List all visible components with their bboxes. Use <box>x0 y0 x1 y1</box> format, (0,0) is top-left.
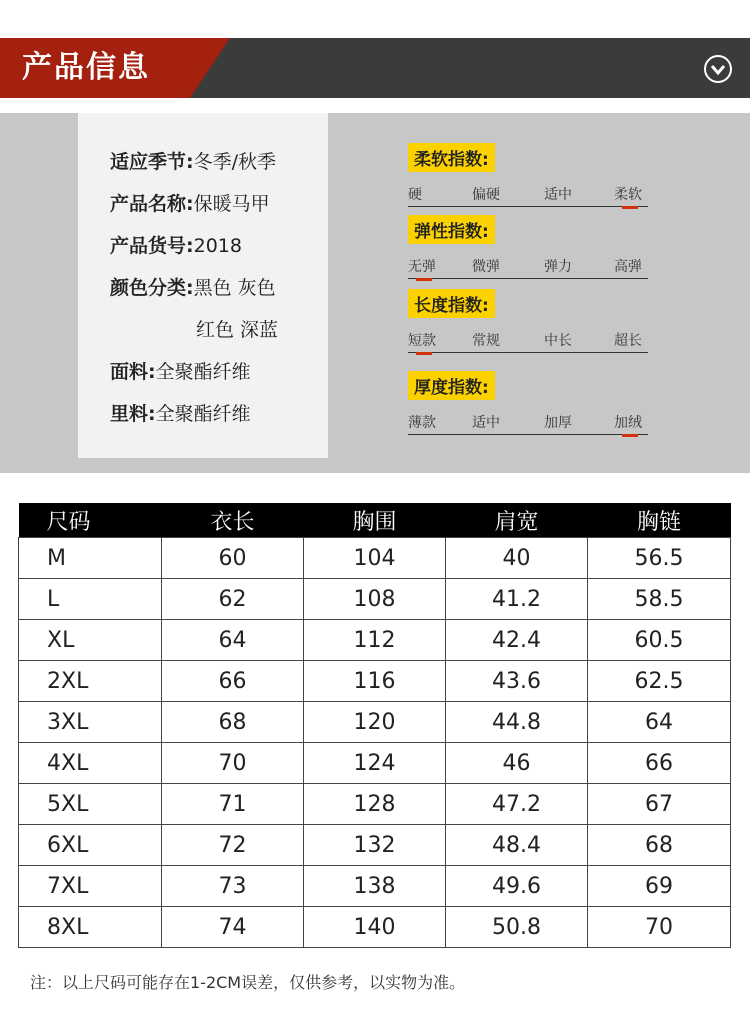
table-cell: 104 <box>304 538 446 579</box>
table-cell: 108 <box>304 579 446 620</box>
index-option: 超长 <box>614 333 642 349</box>
table-cell: 71 <box>162 784 304 825</box>
table-cell: 8XL <box>19 907 162 948</box>
table-cell: 2XL <box>19 661 162 702</box>
table-cell: 41.2 <box>446 579 588 620</box>
info-row <box>196 315 278 342</box>
index-option: 适中 <box>472 415 500 431</box>
table-cell: 64 <box>588 702 731 743</box>
index-scale <box>408 330 648 353</box>
index-option: 中长 <box>544 333 572 349</box>
table-cell: 116 <box>304 661 446 702</box>
index-selected-marker <box>622 434 638 437</box>
table-cell: 132 <box>304 825 446 866</box>
info-key: 产品货号: <box>110 235 194 257</box>
table-cell: 56.5 <box>588 538 731 579</box>
index-option: 短款 <box>408 333 436 349</box>
table-cell: 68 <box>162 702 304 743</box>
table-cell: 40 <box>446 538 588 579</box>
table-cell: 7XL <box>19 866 162 907</box>
table-cell: 66 <box>162 661 304 702</box>
index-label: 弹性指数: <box>408 215 495 244</box>
index-label: 长度指数: <box>408 289 495 318</box>
table-header-cell: 胸围 <box>304 503 446 538</box>
index-label: 柔软指数: <box>408 143 495 172</box>
size-note: 注：以上尺码可能存在1-2CM误差，仅供参考，以实物为准。 <box>30 973 466 992</box>
table-cell: 6XL <box>19 825 162 866</box>
info-key: 面料: <box>110 361 156 383</box>
table-cell: 66 <box>588 743 731 784</box>
index-scale <box>408 256 648 279</box>
table-row <box>19 620 731 661</box>
info-key: 里料: <box>110 403 156 425</box>
index-option: 弹力 <box>544 259 572 275</box>
table-row <box>19 743 731 784</box>
info-value: 红色 深蓝 <box>196 319 279 341</box>
index-scale <box>408 412 648 435</box>
table-header-cell: 尺码 <box>19 503 162 538</box>
table-row <box>19 661 731 702</box>
section-title: 产品信息 <box>22 50 150 85</box>
info-value: 全聚酯纤维 <box>155 403 251 425</box>
index-option: 无弹 <box>408 259 436 275</box>
info-row <box>110 231 242 258</box>
table-row <box>19 579 731 620</box>
table-cell: 50.8 <box>446 907 588 948</box>
index-option: 高弹 <box>614 259 642 275</box>
info-value: 全聚酯纤维 <box>155 361 251 383</box>
table-cell: 124 <box>304 743 446 784</box>
table-cell: 67 <box>588 784 731 825</box>
table-header-cell: 肩宽 <box>446 503 588 538</box>
table-cell: 128 <box>304 784 446 825</box>
table-header-cell: 衣长 <box>162 503 304 538</box>
table-cell: 46 <box>446 743 588 784</box>
table-cell: 48.4 <box>446 825 588 866</box>
info-value: 2018 <box>193 235 242 257</box>
table-row <box>19 866 731 907</box>
table-cell: M <box>19 538 162 579</box>
index-option: 微弹 <box>472 259 500 275</box>
table-cell: 72 <box>162 825 304 866</box>
table-cell: 74 <box>162 907 304 948</box>
info-row <box>110 147 276 174</box>
index-group <box>408 143 648 207</box>
table-row <box>19 825 731 866</box>
info-row <box>110 189 270 216</box>
table-cell: 43.6 <box>446 661 588 702</box>
table-cell: 44.8 <box>446 702 588 743</box>
index-option: 偏硬 <box>472 187 500 203</box>
table-cell: 4XL <box>19 743 162 784</box>
index-option: 常规 <box>472 333 500 349</box>
chevron-down-icon[interactable] <box>704 55 732 83</box>
section-header <box>0 38 750 98</box>
index-group <box>408 371 648 435</box>
table-cell: 138 <box>304 866 446 907</box>
table-cell: XL <box>19 620 162 661</box>
table-cell: 49.6 <box>446 866 588 907</box>
table-cell: 112 <box>304 620 446 661</box>
index-option: 适中 <box>544 187 572 203</box>
index-group <box>408 215 648 279</box>
info-row <box>110 273 276 300</box>
table-cell: 42.4 <box>446 620 588 661</box>
table-cell: 62.5 <box>588 661 731 702</box>
size-table <box>18 503 731 948</box>
product-info-panel <box>0 113 750 473</box>
table-cell: 120 <box>304 702 446 743</box>
info-key: 适应季节: <box>110 151 194 173</box>
table-cell: 58.5 <box>588 579 731 620</box>
info-row <box>110 357 251 384</box>
index-selected-marker <box>416 352 432 355</box>
index-scale <box>408 184 648 207</box>
index-option: 薄款 <box>408 415 436 431</box>
table-row <box>19 702 731 743</box>
index-option: 柔软 <box>614 187 642 203</box>
table-cell: 68 <box>588 825 731 866</box>
index-selected-marker <box>416 278 432 281</box>
info-key: 产品名称: <box>110 193 194 215</box>
table-cell: 60.5 <box>588 620 731 661</box>
index-option: 硬 <box>408 187 422 203</box>
info-value: 冬季/秋季 <box>193 151 277 173</box>
info-key: 颜色分类: <box>110 277 194 299</box>
size-table-header <box>19 503 731 538</box>
info-value: 保暖马甲 <box>193 193 270 215</box>
index-selected-marker <box>622 206 638 209</box>
table-cell: 47.2 <box>446 784 588 825</box>
table-cell: 70 <box>162 743 304 784</box>
info-value: 黑色 灰色 <box>193 277 276 299</box>
table-cell: 5XL <box>19 784 162 825</box>
table-row <box>19 784 731 825</box>
index-option: 加厚 <box>544 415 572 431</box>
table-row <box>19 907 731 948</box>
index-option: 加绒 <box>614 415 642 431</box>
table-header-cell: 胸链 <box>588 503 731 538</box>
index-label: 厚度指数: <box>408 371 495 400</box>
index-group <box>408 289 648 353</box>
table-cell: 3XL <box>19 702 162 743</box>
table-cell: 64 <box>162 620 304 661</box>
table-cell: 62 <box>162 579 304 620</box>
product-info-card <box>78 113 328 458</box>
table-cell: 69 <box>588 866 731 907</box>
info-row <box>110 399 251 426</box>
table-row <box>19 538 731 579</box>
table-cell: 60 <box>162 538 304 579</box>
table-cell: 140 <box>304 907 446 948</box>
table-cell: 70 <box>588 907 731 948</box>
table-cell: 73 <box>162 866 304 907</box>
table-cell: L <box>19 579 162 620</box>
